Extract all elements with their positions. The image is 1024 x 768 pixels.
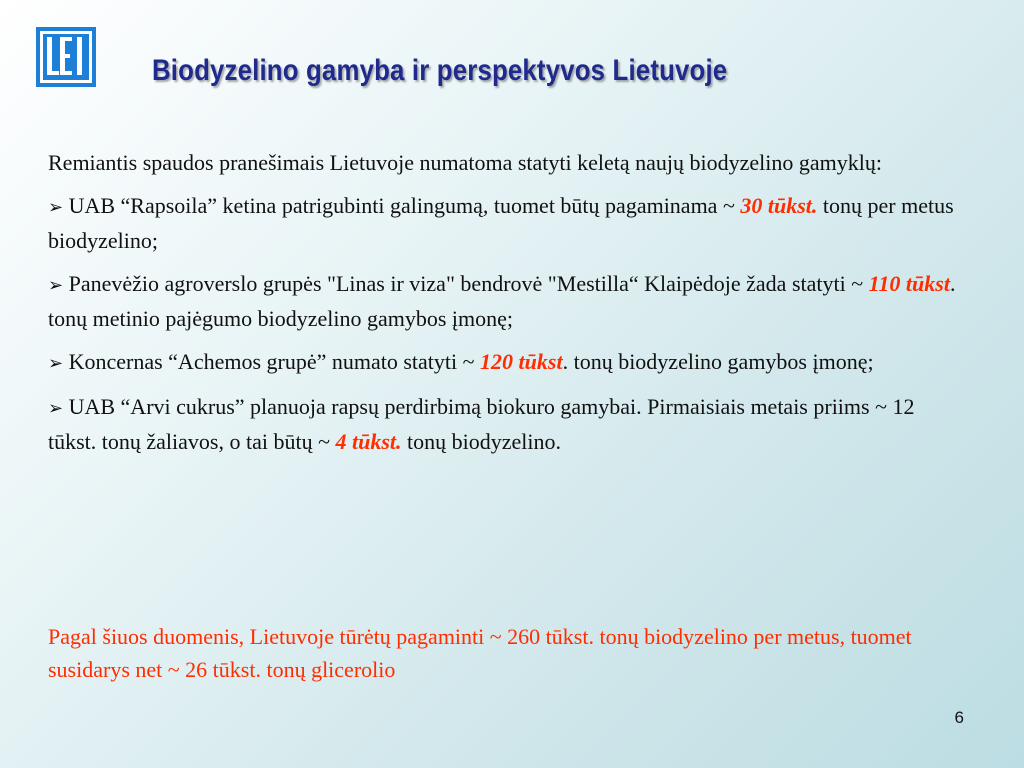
bullet-text: UAB “Rapsoila” ketina patrigubinti galingumą, tuomet būtų pagaminama ~ [68, 193, 741, 218]
bullet-highlight: 110 tūkst [868, 271, 950, 296]
bullet-text-end: . tonų biodyzelino gamybos įmonę; [562, 349, 874, 374]
bullet-highlight: 30 tūkst. [740, 193, 818, 218]
bullet-item [48, 189, 968, 257]
arrow-bullet-icon: ➢ [48, 353, 64, 374]
bullet-text-end: . tonų metinio pajėgumo biodyzelino gamybos įmonę; [48, 271, 956, 331]
slide-content [48, 146, 968, 468]
intro-paragraph: Remiantis spaudos pranešimais Lietuvoje numatoma statyti keletą naujų biodyzelino gamyklų: [48, 150, 882, 175]
bullet-highlight: 120 tūkst [480, 349, 563, 374]
conclusion-text: Pagal šiuos duomenis, Lietuvoje tūrėtų pagaminti ~ 260 tūkst. tonų biodyzelino per metus, tuomet susidarys net ~ 26 tūkst. tonų glicerolio [48, 624, 912, 682]
page-number: 6 [954, 708, 964, 727]
bullet-item [48, 345, 968, 380]
bullet-text: Panevėžio agroverslo grupės "Linas ir viza" bendrovė "Mestilla“ Klaipėdoje žada statyti ~ [68, 271, 869, 296]
bullet-text: UAB “Arvi cukrus” planuoja rapsų perdirbimą biokuro gamybai. Pirmaisiais metais priims ~ 12 tūkst. tonų žaliavos, o tai būtų ~ [48, 394, 915, 454]
arrow-bullet-icon: ➢ [48, 197, 64, 218]
arrow-bullet-icon: ➢ [48, 398, 64, 419]
bullet-item [48, 267, 968, 335]
arrow-bullet-icon: ➢ [48, 275, 64, 296]
bullet-item [48, 390, 968, 458]
bullet-highlight: 4 tūkst. [335, 429, 402, 454]
slide-title: Biodyzelino gamyba ir perspektyvos Lietuvoje [152, 54, 728, 87]
bullet-text-end: tonų biodyzelino. [401, 429, 561, 454]
bullet-text: Koncernas “Achemos grupė” numato statyti ~ [68, 349, 481, 374]
bullet-text-end: tonų per metus biodyzelino; [48, 193, 954, 253]
lei-logo-icon [36, 27, 96, 87]
